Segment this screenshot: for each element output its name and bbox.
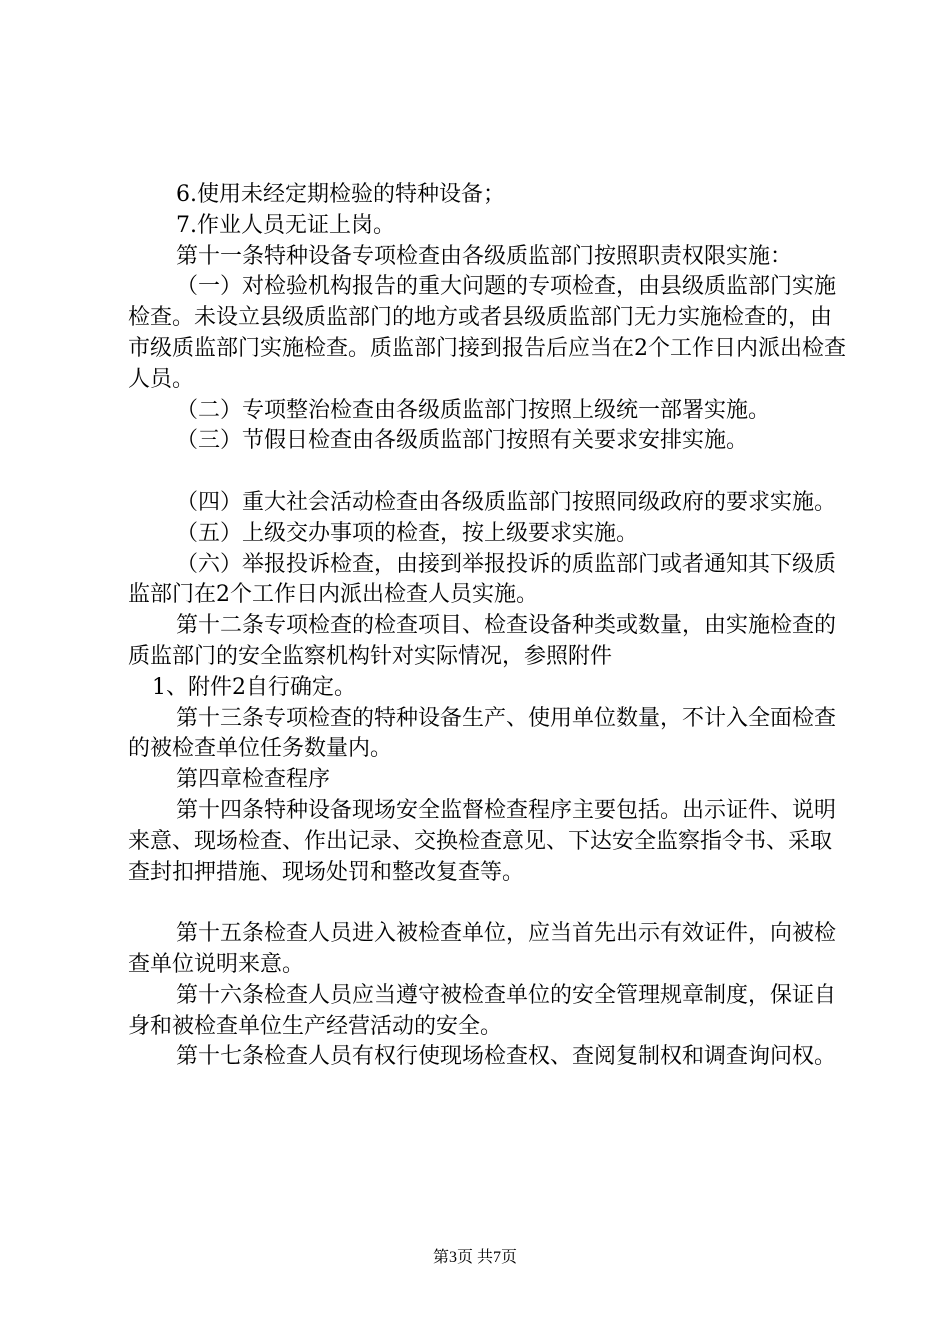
article-17: 第十七条检查人员有权行使现场检查权、查阅复制权和调查询问权。: [176, 1044, 837, 1070]
paragraph-gap: [128, 888, 848, 919]
paragraph-gap: [128, 457, 848, 488]
article-11-clause-1: （一）对检验机构报告的重大问题的专项检查，由县级质监部门实施检查。未设立县级质监部门的地方或者县级质监部门无力实施检查的，由市级质监部门实施检查。质监部门接到报告后应当在2个工作日内派出检查人员。: [128, 274, 846, 392]
article-11-clause-3: （三）节假日检查由各级质监部门按照有关要求安排实施。: [176, 428, 749, 454]
article-11-clause-5: （五）上级交办事项的检查，按上级要求实施。: [176, 520, 639, 546]
article-11-clause-4: （四）重大社会活动检查由各级质监部门按照同级政府的要求实施。: [176, 489, 837, 515]
article-15: 第十五条检查人员进入被检查单位，应当首先出示有效证件，向被检查单位说明来意。: [128, 921, 837, 977]
article-14: 第十四条特种设备现场安全监督检查程序主要包括。出示证件、说明来意、现场检查、作出记录、交换检查意见、下达安全监察指令书、采取查封扣押措施、现场处罚和整改复查等。: [128, 797, 837, 885]
chapter-4-heading: 第四章检查程序: [176, 767, 331, 793]
article-12: 第十二条专项检查的检查项目、检查设备种类或数量，由实施检查的质监部门的安全监察机构针对实际情况，参照附件: [128, 613, 837, 669]
paragraph-item-7: 7.作业人员无证上岗。: [176, 212, 395, 238]
document-body: [128, 180, 848, 1073]
article-16: 第十六条检查人员应当遵守被检查单位的安全管理规章制度，保证自身和被检查单位生产经营活动的安全。: [128, 982, 837, 1039]
article-12-continuation: 1、附件2自行确定。: [152, 674, 356, 700]
page-number-label: 第3页 共7页: [432, 1249, 517, 1266]
article-11-clause-6: （六）举报投诉检查，由接到举报投诉的质监部门或者通知其下级质监部门在2个工作日内派出检查人员实施。: [128, 551, 837, 608]
article-11-clause-2: （二）专项整治检查由各级质监部门按照上级统一部署实施。: [176, 397, 771, 423]
article-13: 第十三条专项检查的特种设备生产、使用单位数量，不计入全面检查的被检查单位任务数量内。: [128, 705, 837, 762]
page-footer: [0, 1244, 950, 1267]
article-11: 第十一条特种设备专项检查由各级质监部门按照职责权限实施：: [176, 243, 793, 269]
paragraph-item-6: 6.使用未经定期检验的特种设备；: [176, 182, 505, 207]
